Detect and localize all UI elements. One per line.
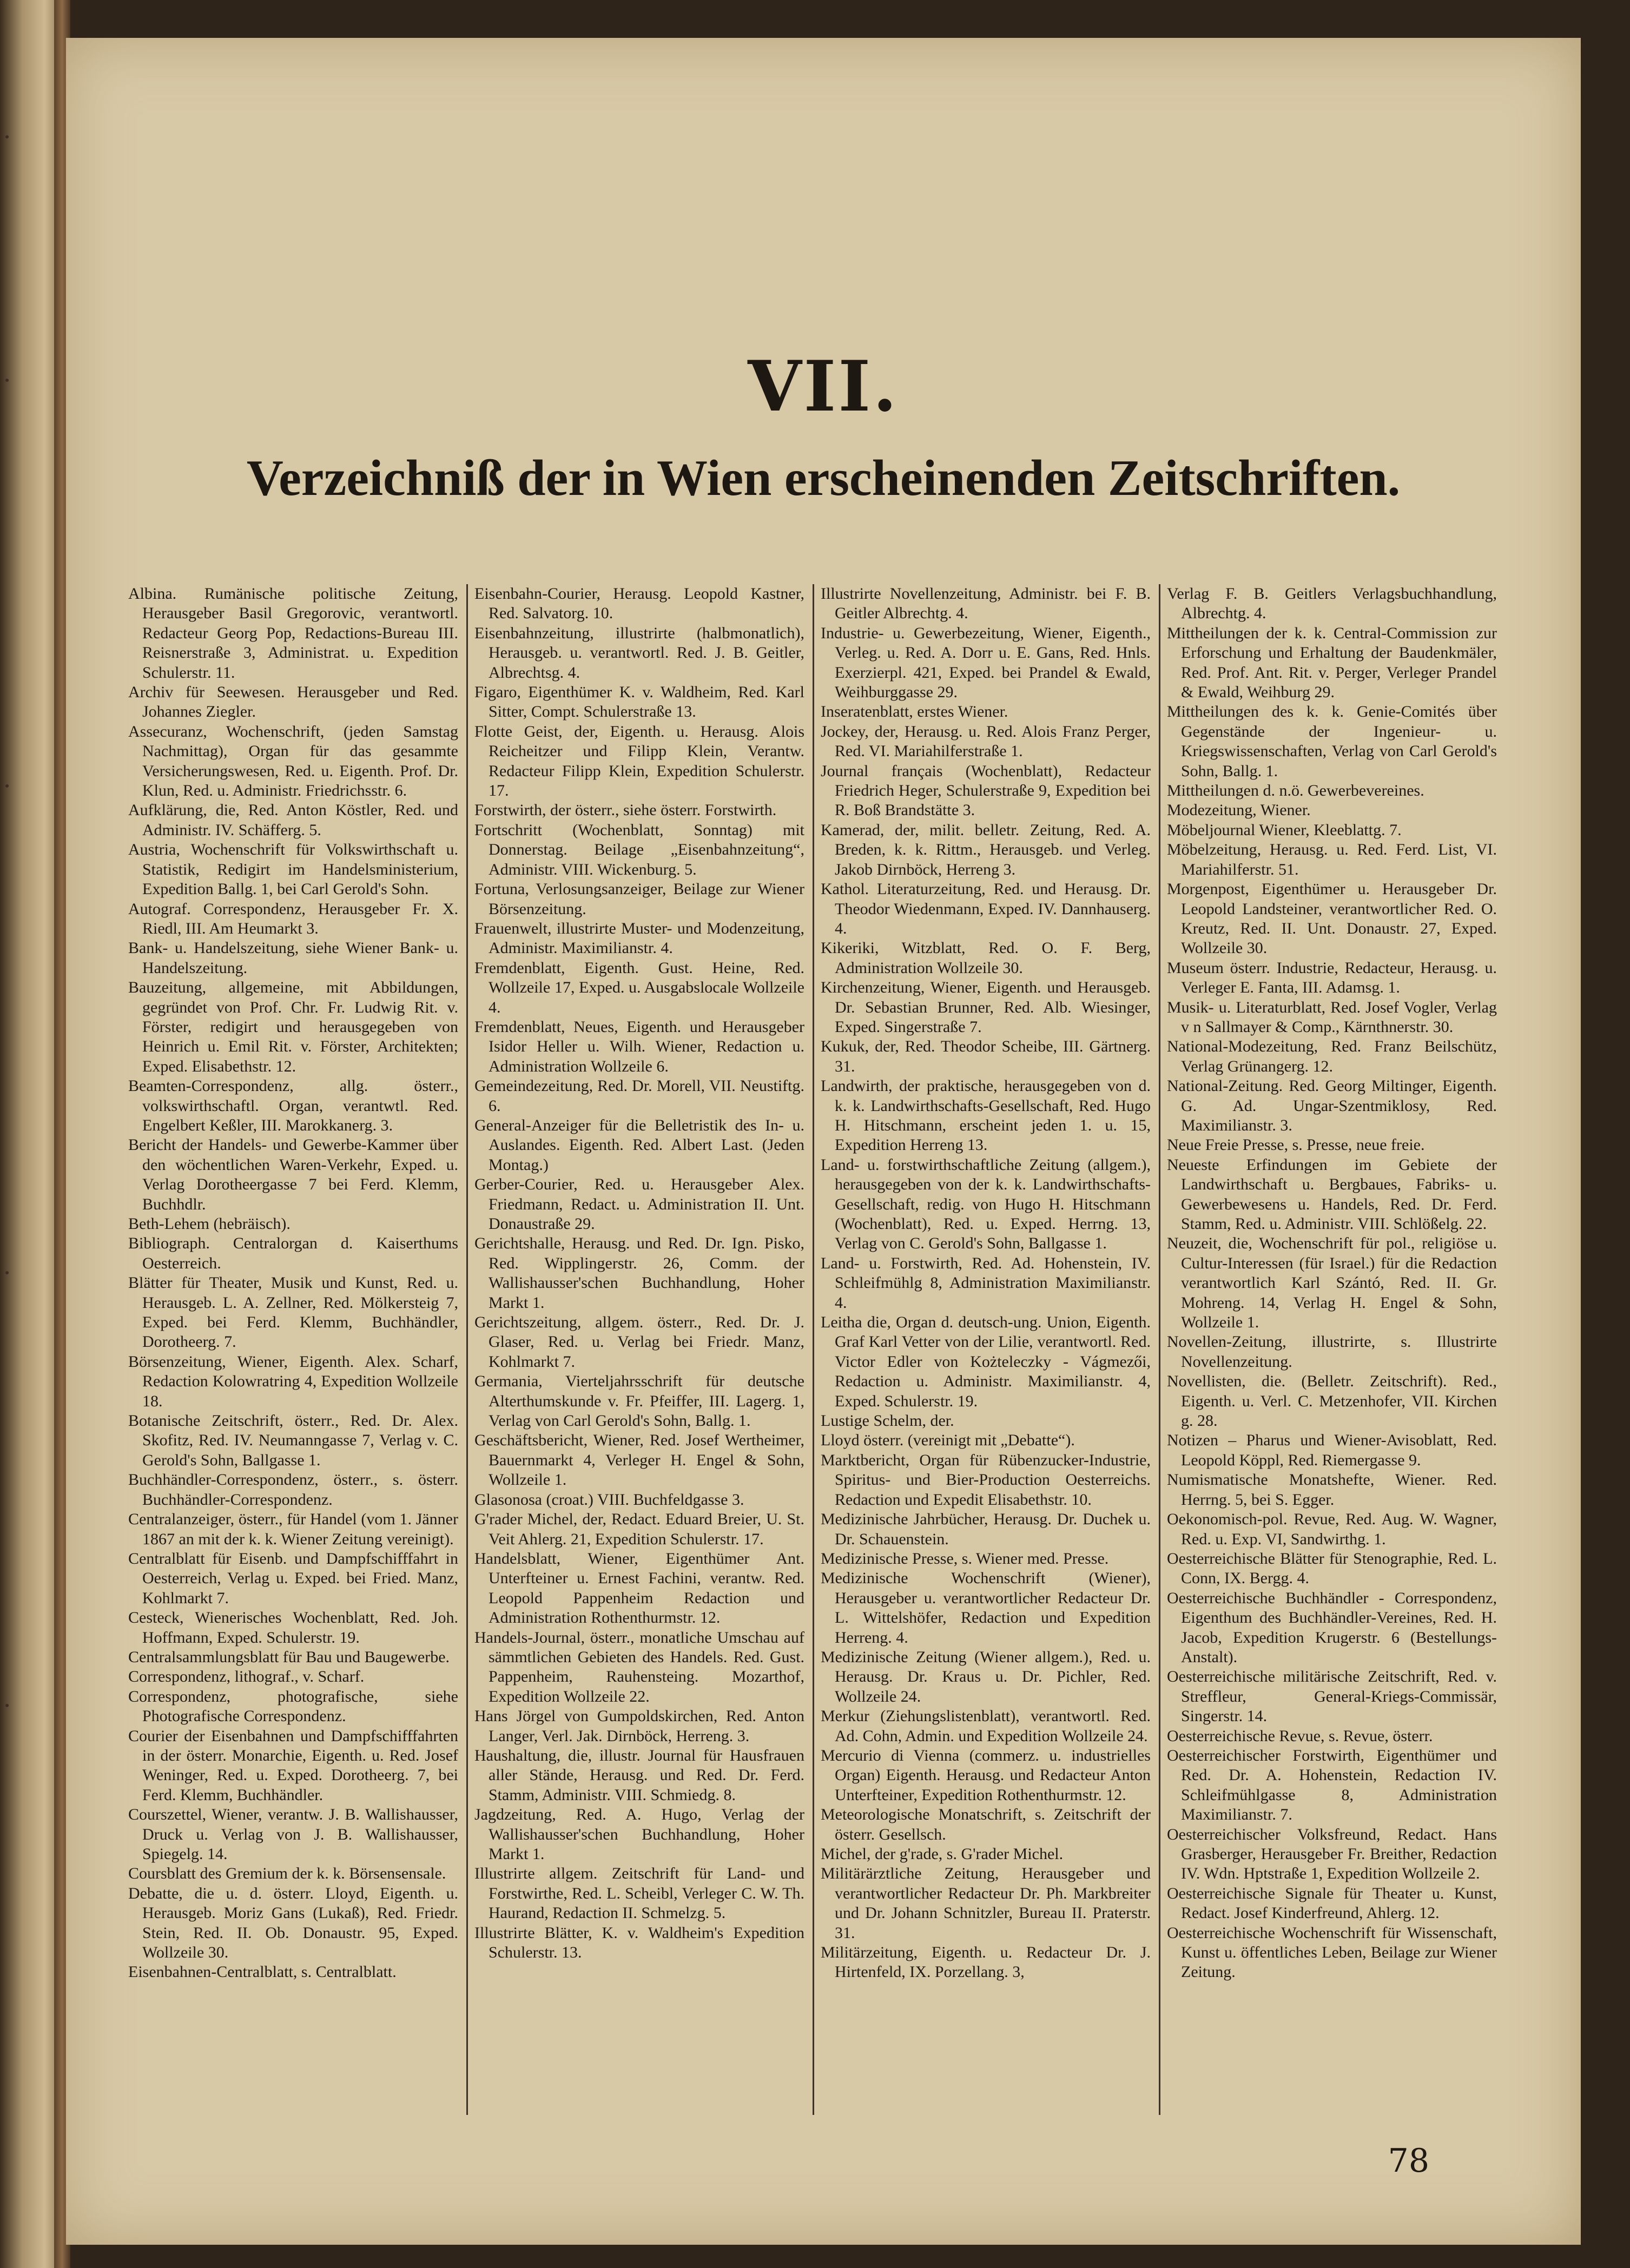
column-divider bbox=[813, 584, 814, 2115]
directory-entry: Marktbericht, Organ für Rübenzucker-Industrie, Spiritus- und Bier-Production Oesterreichs. Redaction und Expedit Elisabethstr. 10. bbox=[821, 1451, 1151, 1509]
directory-entry: Oesterreichische Revue, s. Revue, österr. bbox=[1167, 1727, 1433, 1745]
directory-entry: Meteorologische Monatschrift, s. Zeitschrift der österr. Gesellsch. bbox=[821, 1806, 1151, 1843]
directory-entry: Numismatische Monatshefte, Wiener. Red. Herrng. 5, bei S. Egger. bbox=[1167, 1471, 1497, 1509]
directory-entry: Oesterreichische Buchhändler - Correspondenz, Eigenthum des Buchhändler-Vereines, Red. H. Jacob, Expedition Krugerstr. 6 (Bestellungs-Anstalt). bbox=[1167, 1589, 1497, 1666]
column-divider bbox=[1159, 584, 1160, 2115]
directory-entry: Verlag F. B. Geitlers Verlagsbuchhandlung, Albrechtg. 4. bbox=[1167, 585, 1497, 623]
directory-entry: Autograf. Correspondenz, Herausgeber Fr. X. Riedl, III. Am Heumarkt 3. bbox=[128, 900, 458, 937]
directory-entry: G'rader Michel, der, Redact. Eduard Breier, U. St. Veit Ahlerg. 21, Expedition Schulerstr. 17. bbox=[474, 1510, 804, 1548]
directory-entry: Gerichtszeitung, allgem. österr., Red. Dr. J. Glaser, Red. u. Verlag bei Friedr. Manz, Kohlmarkt 7. bbox=[474, 1313, 804, 1371]
directory-entry: Glasonosa (croat.) VIII. Buchfeldgasse 3. bbox=[474, 1490, 744, 1509]
directory-entry: Beth-Lehem (hebräisch). bbox=[128, 1215, 291, 1233]
directory-entry: Botanische Zeitschrift, österr., Red. Dr. Alex. Skofitz, Red. IV. Neumanngasse 7, Verlag v. C. Gerold's Sohn, Ballgasse 1. bbox=[128, 1412, 458, 1469]
directory-entry: Figaro, Eigenthümer K. v. Waldheim, Red. Karl Sitter, Compt. Schulerstraße 13. bbox=[474, 683, 804, 721]
directory-entry: Archiv für Seewesen. Herausgeber und Red. Johannes Ziegler. bbox=[128, 683, 458, 721]
directory-entry: Correspondenz, photografische, siehe Photografische Correspondenz. bbox=[128, 1687, 458, 1725]
directory-entry: Lloyd österr. (vereinigt mit „Debatte“). bbox=[821, 1431, 1075, 1450]
directory-entry: Modezeitung, Wiener. bbox=[1167, 801, 1311, 819]
directory-entry: Aufklärung, die, Red. Anton Köstler, Red. und Administr. IV. Schäfferg. 5. bbox=[128, 801, 458, 839]
directory-entry: Mittheilungen der k. k. Central-Commission zur Erforschung und Erhaltung der Baudenkmäler, Red. Prof. Ant. Rit. v. Perger, Verleger Prandel & Ewald, Weihburg 29. bbox=[1167, 624, 1497, 702]
directory-entry: Jagdzeitung, Red. A. Hugo, Verlag der Wallishausser'schen Buchhandlung, Hoher Markt 1. bbox=[474, 1806, 804, 1863]
directory-entry: Bauzeitung, allgemeine, mit Abbildungen, gegründet von Prof. Chr. Fr. Ludwig Rit. v. Förster, redigirt und herausgegeben von Heinrich u. Emil Rit. v. Förster, Architekten; Exped. Elisabethstr. 12. bbox=[128, 978, 458, 1075]
directory-entry: Frauenwelt, illustrirte Muster- und Modenzeitung, Administr. Maximilianstr. 4. bbox=[474, 919, 804, 957]
directory-entry: Land- u. Forstwirth, Red. Ad. Hohenstein, IV. Schleifmühlg 8, Administration Maximilianstr. 4. bbox=[821, 1254, 1151, 1312]
directory-entry: Land- u. forstwirthschaftliche Zeitung (allgem.), herausgegeben von der k. k. Landwirthschafts-Gesellschaft, redig. von Hugo H. Hitschmann (Wochenblatt), Red. u. Exped. Herrng. 13, Verlag von C. Gerold's Sohn, Ballgasse 1. bbox=[821, 1155, 1151, 1253]
column-divider bbox=[466, 584, 468, 2115]
directory-entry: Buchhändler-Correspondenz, österr., s. österr. Buchhändler-Correspondenz. bbox=[128, 1471, 458, 1509]
directory-entry: Germania, Vierteljahrsschrift für deutsche Alterthumskunde v. Fr. Pfeiffer, III. Lagerg. 1, Verlag von Carl Gerold's Sohn, Ballg. 1. bbox=[474, 1372, 804, 1430]
directory-entry: Hans Jörgel von Gumpoldskirchen, Red. Anton Langer, Verl. Jak. Dirnböck, Herreng. 3. bbox=[474, 1707, 804, 1745]
directory-entry: Mittheilungen des k. k. Genie-Comités über Gegenstände der Ingenieur- u. Kriegswissenschaften, Verlag von Carl Gerold's Sohn, Ballg. 1. bbox=[1167, 703, 1497, 780]
directory-entry: Neueste Erfindungen im Gebiete der Landwirthschaft u. Bergbaues, Fabriks- u. Gewerbewesens u. Handels, Red. Dr. Ferd. Stamm, Red. u. Administr. VIII. Schlößelg. 22. bbox=[1167, 1155, 1497, 1233]
chapter-number: VII. bbox=[748, 346, 899, 427]
directory-entry: Haushaltung, die, illustr. Journal für Hausfrauen aller Stände, Herausg. und Red. Dr. Ferd. Stamm, Administr. VIII. Schmiedg. 8. bbox=[474, 1746, 804, 1804]
directory-entry: Fremdenblatt, Neues, Eigenth. und Herausgeber Isidor Heller u. Wilh. Wiener, Redaction u. Administration Wollzeile 6. bbox=[474, 1017, 804, 1075]
directory-entry: Medizinische Zeitung (Wiener allgem.), Red. u. Herausg. Dr. Kraus u. Dr. Pichler, Red. Wollzeile 24. bbox=[821, 1648, 1151, 1705]
directory-entry: Kamerad, der, milit. belletr. Zeitung, Red. A. Breden, k. k. Rittm., Herausgeb. und Verleg. Jakob Dirnböck, Herreng 3. bbox=[821, 821, 1151, 878]
page-title: Verzeichniß der in Wien erscheinenden Zeitschriften. bbox=[246, 450, 1401, 506]
directory-entry: Oesterreichischer Volksfreund, Redact. Hans Grasberger, Herausgeber Fr. Breither, Redaction IV. Wdn. Hptstraße 1, Expedition Wollzeile 2. bbox=[1167, 1825, 1497, 1883]
directory-entry: Kukuk, der, Red. Theodor Scheibe, III. Gärtnerg. 31. bbox=[821, 1037, 1151, 1075]
directory-entry: Michel, der g'rade, s. G'rader Michel. bbox=[821, 1845, 1064, 1863]
directory-entry: Bank- u. Handelszeitung, siehe Wiener Bank- u. Handelszeitung. bbox=[128, 939, 458, 977]
directory-entry: Austria, Wochenschrift für Volkswirthschaft u. Statistik, Redigirt im Handelsministerium, Expedition Ballg. 1, bei Carl Gerold's Sohn. bbox=[128, 841, 458, 898]
directory-entry: Eisenbahnzeitung, illustrirte (halbmonatlich), Herausgeb. u. verantwortl. Red. J. B. Geitler, Albrechtsg. 4. bbox=[474, 624, 804, 682]
directory-entry: Bericht der Handels- und Gewerbe-Kammer über den wöchentlichen Waren-Verkehr, Exped. u. Verlag Dorotheergasse 7 bei Ferd. Klemm, Buchhdlr. bbox=[128, 1136, 458, 1213]
directory-entry: Kathol. Literaturzeitung, Red. und Herausg. Dr. Theodor Wiedenmann, Exped. IV. Dannhauserg. 4. bbox=[821, 880, 1151, 937]
directory-entry: Coursblatt des Gremium der k. k. Börsensensale. bbox=[128, 1864, 446, 1883]
directory-entry: Correspondenz, lithograf., v. Scharf. bbox=[128, 1668, 365, 1686]
directory-entry: Handels-Journal, österr., monatliche Umschau auf sämmtlichen Gebieten des Handels. Red. Gust. Pappenheim, Rauhensteing. Mozarthof, Expedition Wollzeile 22. bbox=[474, 1628, 804, 1705]
directory-entry: Illustrirte Novellenzeitung, Administr. bei F. B. Geitler Albrechtg. 4. bbox=[821, 585, 1151, 623]
directory-entry: Fremdenblatt, Eigenth. Gust. Heine, Red. Wollzeile 17, Exped. u. Ausgabslocale Wollzeile 4. bbox=[474, 958, 804, 1016]
directory-entry: Oesterreichische militärische Zeitschrift, Red. v. Streffleur, General-Kriegs-Commissär, Singerstr. 14. bbox=[1167, 1668, 1497, 1725]
directory-entry: Eisenbahn-Courier, Herausg. Leopold Kastner, Red. Salvatorg. 10. bbox=[474, 585, 804, 623]
directory-entry: Merkur (Ziehungslistenblatt), verantwortl. Red. Ad. Cohn, Admin. und Expedition Wollzeile 24. bbox=[821, 1707, 1151, 1745]
directory-entry: National-Zeitung. Red. Georg Miltinger, Eigenth. G. Ad. Ungar-Szentmiklosy, Red. Maximilianstr. 3. bbox=[1167, 1077, 1497, 1134]
directory-entry: Börsenzeitung, Wiener, Eigenth. Alex. Scharf, Redaction Kolowratring 4, Expedition Wollzeile 18. bbox=[128, 1352, 458, 1410]
directory-entry: Militärärztliche Zeitung, Herausgeber und verantwortlicher Redacteur Dr. Ph. Markbreiter und Dr. Johann Schnitzler, Bureau II. Praterstr. 31. bbox=[821, 1864, 1151, 1942]
directory-entry: Courszettel, Wiener, verantw. J. B. Wallishausser, Druck u. Verlag von J. B. Wallishausser, Spiegelg. 14. bbox=[128, 1806, 458, 1863]
directory-entry: Morgenpost, Eigenthümer u. Herausgeber Dr. Leopold Landsteiner, verantwortlicher Red. O. Kreutz, Red. II. Unt. Donaustr. 27, Exped. Wollzeile 30. bbox=[1167, 880, 1497, 957]
directory-entry: Handelsblatt, Wiener, Eigenthümer Ant. Unterfteiner u. Ernest Fachini, verantw. Red. Leopold Pappenheim Redaction und Administration Rothenthurmstr. 12. bbox=[474, 1549, 804, 1627]
directory-entry: Leitha die, Organ d. deutsch-ung. Union, Eigenth. Graf Karl Vetter von der Lilie, verantwortl. Red. Victor Edler von Kożteleczky - Vágmezői, Redaction u. Administr. Maximilianstr. 4, Exped. Schulerstr. 19. bbox=[821, 1313, 1151, 1410]
page-number: 78 bbox=[1388, 2142, 1429, 2180]
directory-entry: Oesterreichischer Forstwirth, Eigenthümer und Red. Dr. A. Hohenstein, Redaction IV. Schleifmühlgasse 8, Administration Maximilianstr. 7. bbox=[1167, 1746, 1497, 1824]
directory-entry: Gerichtshalle, Herausg. und Red. Dr. Ign. Pisko, Red. Wipplingerstr. 26, Comm. der Wallishausser'schen Buchhandlung, Hoher Markt 1. bbox=[474, 1234, 804, 1312]
directory-entry: Eisenbahnen-Centralblatt, s. Centralblatt. bbox=[128, 1963, 397, 1981]
directory-entry: Möbeljournal Wiener, Kleeblattg. 7. bbox=[1167, 821, 1402, 839]
column-1 bbox=[128, 584, 458, 2115]
directory-entry: Gemeindezeitung, Red. Dr. Morell, VII. Neustiftg. 6. bbox=[474, 1077, 804, 1115]
directory-entry: Notizen – Pharus und Wiener-Avisoblatt, Red. Leopold Köppl, Red. Riemergasse 9. bbox=[1167, 1431, 1497, 1469]
directory-entry: Albina. Rumänische politische Zeitung, Herausgeber Basil Gregorovic, verantwortl. Redacteur Georg Pop, Redactions-Bureau III. Reisnerstraße 3, Administrat. u. Expedition Schulerstr. 11. bbox=[128, 585, 458, 682]
directory-entry: Jockey, der, Herausg. u. Red. Alois Franz Perger, Red. VI. Mariahilferstraße 1. bbox=[821, 722, 1151, 761]
directory-entry: Mercurio di Vienna (commerz. u. industrielles Organ) Eigenth. Herausg. und Redacteur Anton Unterfteiner, Expedition Rothenthurmstr. 12. bbox=[821, 1746, 1151, 1804]
directory-entry: Militärzeitung, Eigenth. u. Redacteur Dr. J. Hirtenfeld, IX. Porzellang. 3, bbox=[821, 1943, 1151, 1981]
directory-entry: Mittheilungen d. n.ö. Gewerbevereines. bbox=[1167, 782, 1424, 800]
directory-entry: Courier der Eisenbahnen und Dampfschifffahrten in der österr. Monarchie, Eigenth. u. Red. Josef Weninger, Red. u. Exped. Dorotheerg. 7, bei Ferd. Klemm, Buchhändler. bbox=[128, 1727, 458, 1804]
directory-entry: Illustrirte Blätter, K. v. Waldheim's Expedition Schulerstr. 13. bbox=[474, 1923, 804, 1962]
directory-entry: Inseratenblatt, erstes Wiener. bbox=[821, 703, 1008, 721]
directory-entry: Illustrirte allgem. Zeitschrift für Land- und Forstwirthe, Red. L. Scheibl, Verleger C. W. Th. Haurand, Redaction II. Schmelzg. 5. bbox=[474, 1864, 804, 1922]
directory-entry: Lustige Schelm, der. bbox=[821, 1412, 954, 1430]
directory-entry: Centralblatt für Eisenb. und Dampfschifffahrt in Oesterreich, Verlag u. Exped. bei Fried. Manz, Kohlmarkt 7. bbox=[128, 1549, 458, 1607]
directory-entry: Oesterreichische Wochenschrift für Wissenschaft, Kunst u. öffentliches Leben, Beilage zur Wiener Zeitung. bbox=[1167, 1923, 1497, 1981]
directory-entry: Medizinische Wochenschrift (Wiener), Herausgeber u. verantwortlicher Redacteur Dr. L. Wittelshöfer, Redaction und Expedition Herreng. 4. bbox=[821, 1569, 1151, 1647]
directory-entry: Oekonomisch-pol. Revue, Red. Aug. W. Wagner, Red. u. Exp. VI, Sandwirthg. 1. bbox=[1167, 1510, 1497, 1548]
directory-entry: Musik- u. Literaturblatt, Red. Josef Vogler, Verlag v n Sallmayer & Comp., Kärnthnerstr. 30. bbox=[1167, 998, 1497, 1036]
book-page bbox=[64, 38, 1581, 2245]
directory-entry: Debatte, die u. d. österr. Lloyd, Eigenth. u. Herausgeb. Moriz Gans (Lukaß), Red. Friedr. Stein, Red. II. Ob. Donaustr. 95, Exped. Wollzeile 30. bbox=[128, 1884, 458, 1962]
directory-entry: Novellisten, die. (Belletr. Zeitschrift). Red., Eigenth. u. Verl. C. Metzenhofer, VII. Kirchen g. 28. bbox=[1167, 1372, 1497, 1430]
column-2 bbox=[474, 584, 804, 2115]
directory-entry: Oesterreichische Blätter für Stenographie, Red. L. Conn, IX. Bergg. 4. bbox=[1167, 1549, 1497, 1588]
directory-entry: Geschäftsbericht, Wiener, Red. Josef Wertheimer, Bauernmarkt 4, Verleger H. Engel & Sohn, Wollzeile 1. bbox=[474, 1431, 804, 1489]
directory-columns bbox=[128, 584, 1562, 2115]
directory-entry: Centralanzeiger, österr., für Handel (vom 1. Jänner 1867 an mit der k. k. Wiener Zeitung vereinigt). bbox=[128, 1510, 458, 1548]
directory-entry: Neuzeit, die, Wochenschrift für pol., religiöse u. Cultur-Interessen (für Israel.) für die Redaction verantwortlich Karl Szántó, Red. II. Gr. Mohreng. 14, Verlag H. Engel & Sohn, Wollzeile 1. bbox=[1167, 1234, 1497, 1332]
column-4 bbox=[1167, 584, 1497, 2115]
directory-entry: Neue Freie Presse, s. Presse, neue freie. bbox=[1167, 1136, 1425, 1154]
directory-entry: National-Modezeitung, Red. Franz Beilschütz, Verlag Grünangerg. 12. bbox=[1167, 1037, 1497, 1075]
directory-entry: Fortuna, Verlosungsanzeiger, Beilage zur Wiener Börsenzeitung. bbox=[474, 880, 804, 918]
directory-entry: Landwirth, der praktische, herausgegeben von d. k. k. Landwirthschafts-Gesellschaft, Red. Hugo H. Hitschmann, erscheint jeden 1. u. 15, Expedition Herreng 13. bbox=[821, 1077, 1151, 1154]
directory-entry: General-Anzeiger für die Belletristik des In- u. Auslandes. Eigenth. Red. Albert Last. (Jeden Montag.) bbox=[474, 1116, 804, 1174]
directory-entry: Medizinische Presse, s. Wiener med. Presse. bbox=[821, 1549, 1109, 1568]
directory-entry: Gerber-Courier, Red. u. Herausgeber Alex. Friedmann, Redact. u. Administration II. Unt. Donaustraße 29. bbox=[474, 1175, 804, 1233]
directory-entry: Möbelzeitung, Herausg. u. Red. Ferd. List, VI. Mariahilferstr. 51. bbox=[1167, 841, 1497, 878]
directory-entry: Bibliograph. Centralorgan d. Kaiserthums Oesterreich. bbox=[128, 1234, 458, 1272]
directory-entry: Industrie- u. Gewerbezeitung, Wiener, Eigenth., Verleg. u. Red. A. Dorr u. E. Gans, Red. Hnls. Exerzierpl. 421, Exped. bei Prandel & Ewald, Weihburggasse 29. bbox=[821, 624, 1151, 702]
directory-entry: Medizinische Jahrbücher, Herausg. Dr. Duchek u. Dr. Schauenstein. bbox=[821, 1510, 1151, 1548]
directory-entry: Fortschritt (Wochenblatt, Sonntag) mit Donnerstag. Beilage „Eisenbahnzeitung“, Administr. VIII. Wickenburg. 5. bbox=[474, 821, 804, 878]
directory-entry: Kirchenzeitung, Wiener, Eigenth. und Herausgeb. Dr. Sebastian Brunner, Red. Alb. Wiesinger, Exped. Singerstraße 7. bbox=[821, 978, 1151, 1036]
directory-entry: Kikeriki, Witzblatt, Red. O. F. Berg, Administration Wollzeile 30. bbox=[821, 939, 1151, 977]
directory-entry: Museum österr. Industrie, Redacteur, Herausg. u. Verleger E. Fanta, III. Adamsg. 1. bbox=[1167, 958, 1497, 997]
directory-entry: Blätter für Theater, Musik und Kunst, Red. u. Herausgeb. L. A. Zellner, Red. Mölkersteig 7, Exped. bei Ferd. Klemm, Buchhändler, Dorotheerg. 7. bbox=[128, 1274, 458, 1351]
directory-entry: Centralsammlungsblatt für Bau und Baugewerbe. bbox=[128, 1648, 450, 1666]
directory-entry: Journal français (Wochenblatt), Redacteur Friedrich Heger, Schulerstraße 9, Expedition bei R. Boß Brandstätte 3. bbox=[821, 762, 1151, 819]
column-3 bbox=[821, 584, 1151, 2115]
directory-entry: Forstwirth, der österr., siehe österr. Forstwirth. bbox=[474, 801, 777, 819]
directory-entry: Cesteck, Wienerisches Wochenblatt, Red. Joh. Hoffmann, Exped. Schulerstr. 19. bbox=[128, 1609, 458, 1647]
directory-entry: Novellen-Zeitung, illustrirte, s. Illustrirte Novellenzeitung. bbox=[1167, 1333, 1497, 1371]
directory-entry: Assecuranz, Wochenschrift, (jeden Samstag Nachmittag), Organ für das gesammte Versicherungswesen, Red. u. Eigenth. Prof. Dr. Klun, Red. u. Administr. Friedrichsstr. 6. bbox=[128, 722, 458, 800]
directory-entry: Oesterreichische Signale für Theater u. Kunst, Redact. Josef Kinderfreund, Ahlerg. 12. bbox=[1167, 1884, 1497, 1922]
directory-entry: Flotte Geist, der, Eigenth. u. Herausg. Alois Reicheitzer und Filipp Klein, Verantw. Redacteur Filipp Klein, Expedition Schulerstr. 17. bbox=[474, 722, 804, 800]
directory-entry: Beamten-Correspondenz, allg. österr., volkswirthschaftl. Organ, verantwtl. Red. Engelbert Keßler, III. Marokkanerg. 3. bbox=[128, 1077, 458, 1134]
